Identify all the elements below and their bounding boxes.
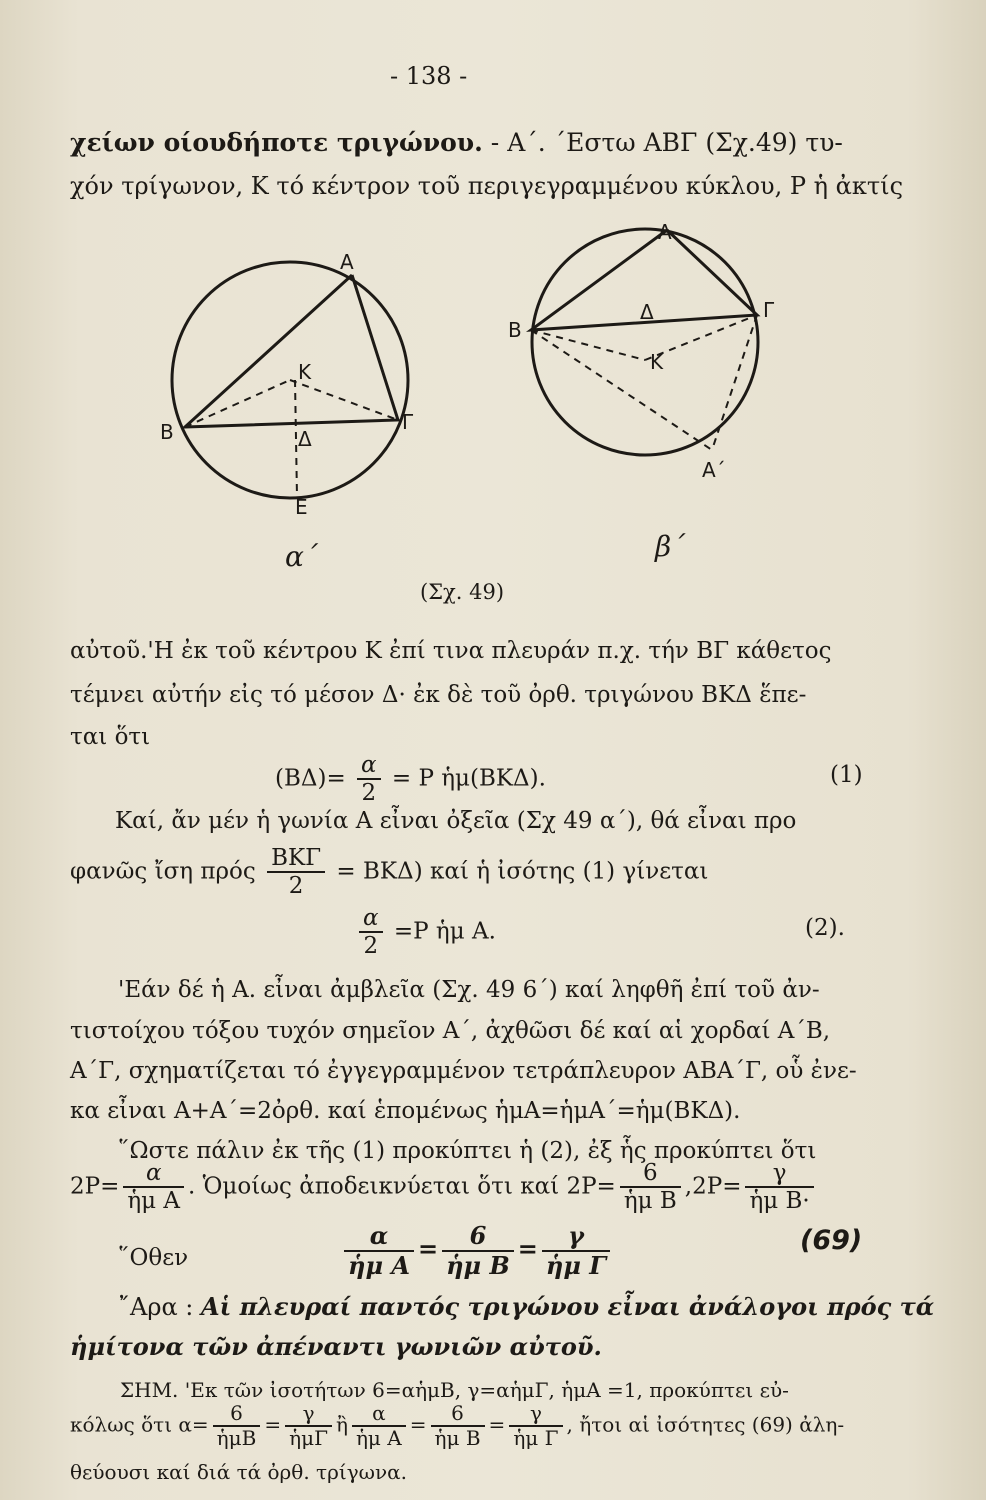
para2-line-2	[70, 845, 708, 900]
note-eq: =	[264, 1412, 282, 1437]
equation-69-label: ῞Οθεν	[118, 1245, 189, 1271]
eq3-fraction-3	[745, 1160, 813, 1215]
eq1-tag: (1)	[830, 762, 863, 788]
intro-heading: χείων οίουδήποτε τριγώνου.	[70, 128, 483, 157]
note-n4: 6	[431, 1402, 485, 1427]
eq1-rhs: = Ρ ἡμ(ΒΚΔ).	[391, 765, 546, 792]
page-number: - 138 -	[390, 62, 468, 90]
label-right-G: Γ	[763, 298, 775, 322]
note-pre: κόλως ὅτι α=	[70, 1412, 209, 1437]
para3-line-3: Α΄Γ, σχηματίζεται τό ἐγγεγραμμένον τετράπλευρον ΑΒΑ΄Γ, οὗ ἐνε-	[70, 1058, 857, 1084]
note-d4: ἡμ Β	[434, 1426, 481, 1450]
para1-line-3: ται ὅτι	[70, 724, 151, 750]
dashed-BK-left	[185, 380, 290, 427]
eq69-tag: (69)	[800, 1225, 863, 1256]
para2-fraction	[267, 845, 325, 900]
para3-line-2: τιστοίχου τόξου τυχόν σημεῖον Α΄, ἀχθῶσι δέ καί αἱ χορδαί Α΄Β,	[70, 1018, 831, 1044]
note-frac-2	[285, 1402, 332, 1450]
para3-line-5: ῞Ωστε πάλιν ἐκ τῆς (1) προκύπτει ἡ (2), ἐξ ἧς προκύπτει ὅτι	[118, 1138, 817, 1164]
intro-line-1-rest: - Α΄. ΄Εστω ΑΒΓ (Σχ.49) τυ-	[482, 128, 843, 157]
dashed-KG-left	[290, 380, 398, 420]
eq1-den: 2	[361, 780, 377, 807]
label-right-K: Κ	[650, 350, 664, 374]
eq3-lhs: 2Ρ=	[70, 1173, 120, 1200]
label-left-A: Α	[340, 250, 354, 274]
note-line-1: ΣΗΜ. 'Εκ τῶν ἰσοτήτων 6=αἡμΒ, γ=αἡμΓ, ἡμΑ =1, προκύπτει εὐ-	[120, 1378, 789, 1402]
note-n5: γ	[509, 1402, 562, 1427]
label-left-E: Ε	[295, 495, 308, 519]
eq3-num2: 6	[620, 1160, 681, 1188]
eq3-mid: . Ὁμοίως ἀποδεικνύεται ὅτι καί 2Ρ=	[188, 1173, 616, 1200]
equation-69: $\frac{\alpha}{\text{ἡμ Α}}$ = $\frac{6}{\text{ἡμ Β}}$ = $\frac{\gamma}{\text{ἡμ Γ}}$	[340, 1222, 614, 1279]
equation-1	[275, 752, 546, 807]
eq2-num: α	[359, 905, 383, 933]
para1-line-1: αὐτοῦ.'Η ἐκ τοῦ κέντρου Κ ἐπί τινα πλευράν π.χ. τήν ΒΓ κάθετος	[70, 638, 832, 664]
conclusion-pre: ῎Αρα :	[118, 1293, 194, 1321]
eq69-num1: α	[344, 1222, 414, 1252]
figure-right	[531, 229, 758, 455]
label-right-D: Δ	[640, 300, 654, 324]
eq3-den2: ἡμ Β	[623, 1188, 677, 1215]
conclusion-line-2: ἡμίτονα τῶν ἀπέναντι γωνιῶν αὐτοῦ.	[70, 1332, 602, 1361]
para2-post: = ΒΚΔ) καί ἡ ἰσότης (1) γίνεται	[336, 858, 709, 885]
eq2-tag: (2).	[805, 915, 845, 941]
note-or: ἢ	[335, 1412, 348, 1437]
note-frac-3	[352, 1402, 406, 1450]
dashed-KE-left	[295, 380, 297, 497]
eq69-den1: ἡμ Α	[348, 1250, 410, 1280]
eq2-den: 2	[363, 933, 379, 960]
circle-right	[532, 229, 758, 455]
eq69-fraction-1	[344, 1222, 414, 1279]
eq69-num2: 6	[442, 1222, 514, 1252]
eq3-num3: γ	[745, 1160, 813, 1188]
equation-3	[70, 1160, 818, 1215]
eq3-fraction-2	[620, 1160, 681, 1215]
eq69-fraction-2	[442, 1222, 514, 1279]
note-n1: 6	[213, 1402, 261, 1427]
note-frac-1	[213, 1402, 261, 1450]
para1-line-2: τέμνει αὐτήν εἰς τό μέσον Δ· ἐκ δὲ τοῦ ὀρθ. τριγώνου ΒΚΔ ἕπε-	[70, 682, 807, 708]
label-left-G: Γ	[402, 410, 414, 434]
para2-line-1: Καί, ἄν μέν ἡ γωνία Α εἶναι ὀξεῖα (Σχ 49 α΄), θά εἶναι προ	[115, 808, 797, 834]
para2-den: 2	[288, 873, 304, 900]
note-n2: γ	[285, 1402, 332, 1427]
dashed-BK-right	[531, 330, 645, 360]
conclusion-theorem: Αἱ πλευραί παντός τριγώνου εἶναι ἀνάλογοι πρός τά	[201, 1292, 935, 1321]
caption-left: α΄	[285, 540, 318, 573]
eq1-num: α	[357, 752, 381, 780]
label-right-B: Β	[508, 318, 522, 342]
eq69-den3: ἡμ Γ	[545, 1250, 607, 1280]
eq2-rhs: =Ρ ἡμ Α.	[393, 918, 496, 945]
para2-num: ΒΚΓ	[267, 845, 325, 873]
figure-left	[172, 262, 408, 498]
note-line-2: κόλως ὅτι α= $\frac{6}{\text{ἡμΒ}}$ = $\frac{\gamma}{\text{ἡμΓ}}$ ἢ $\frac{\alpha}{\text{ἡμ Α}}$ = $\frac{6}{\text{ἡμ Β}}$ = $\frac{\gamma}{\text{ἡμ Γ}}$ , ἤτοι αἱ ἰσότητες (69) ἀλη-	[70, 1401, 845, 1450]
eq1-fraction	[357, 752, 381, 807]
label-left-K: Κ	[298, 360, 312, 384]
caption-right: β΄	[655, 530, 686, 563]
conclusion-line-1	[118, 1292, 934, 1321]
intro-line-2: χόν τρίγωνον, Κ τό κέντρον τοῦ περιγεγραμμένου κύκλου, Ρ ἡ ἀκτίς	[70, 172, 904, 200]
eq69-num3: γ	[542, 1222, 610, 1252]
note-d2: ἡμΓ	[289, 1426, 328, 1450]
note-d5: ἡμ Γ	[513, 1426, 559, 1450]
eq3-num1: α	[123, 1160, 184, 1188]
note-frac-5	[509, 1402, 562, 1450]
note-n3: α	[352, 1402, 406, 1427]
triangle-left	[185, 275, 398, 427]
figure-49	[0, 215, 986, 635]
note-d1: ἡμΒ	[216, 1426, 257, 1450]
eq3-den1: ἡμ Α	[127, 1188, 181, 1215]
eq69-den2: ἡμ Β	[446, 1250, 510, 1280]
note-post: , ἤτοι αἱ ἰσότητες (69) ἀλη-	[566, 1412, 845, 1437]
eq1-lhs: (ΒΔ)=	[275, 765, 346, 792]
note-frac-4	[431, 1402, 485, 1450]
label-right-A: Α	[658, 220, 672, 244]
equation-2	[355, 905, 496, 960]
dashed-BA2-right	[531, 330, 712, 450]
note-line-3: θεύουσι καί διά τά ὀρθ. τρίγωνα.	[70, 1460, 407, 1484]
eq3-den3: ἡμ Β·	[749, 1188, 810, 1215]
para3-line-4: κα εἶναι Α+Α΄=2ὀρθ. καί ἑπομένως ἡμΑ=ἡμΑ΄=ἡμ(ΒΚΔ).	[70, 1098, 741, 1124]
eq3-fraction-1	[123, 1160, 184, 1215]
figure-caption: (Σχ. 49)	[420, 580, 505, 604]
note-d3: ἡμ Α	[355, 1426, 402, 1450]
eq2-fraction	[359, 905, 383, 960]
para3-line-1: 'Εάν δέ ἡ Α. εἶναι ἀμβλεῖα (Σχ. 49 6΄) καί ληφθῆ ἐπί τοῦ ἀν-	[118, 977, 820, 1003]
eq69-fraction-3	[542, 1222, 610, 1279]
label-right-A2: Α΄	[702, 458, 726, 482]
label-left-B: Β	[160, 420, 174, 444]
intro-line-1	[70, 128, 843, 157]
eq3-mid2: ,2Ρ=	[684, 1173, 742, 1200]
label-left-D: Δ	[298, 427, 312, 451]
para2-pre: φανῶς ἴση πρός	[70, 858, 256, 885]
